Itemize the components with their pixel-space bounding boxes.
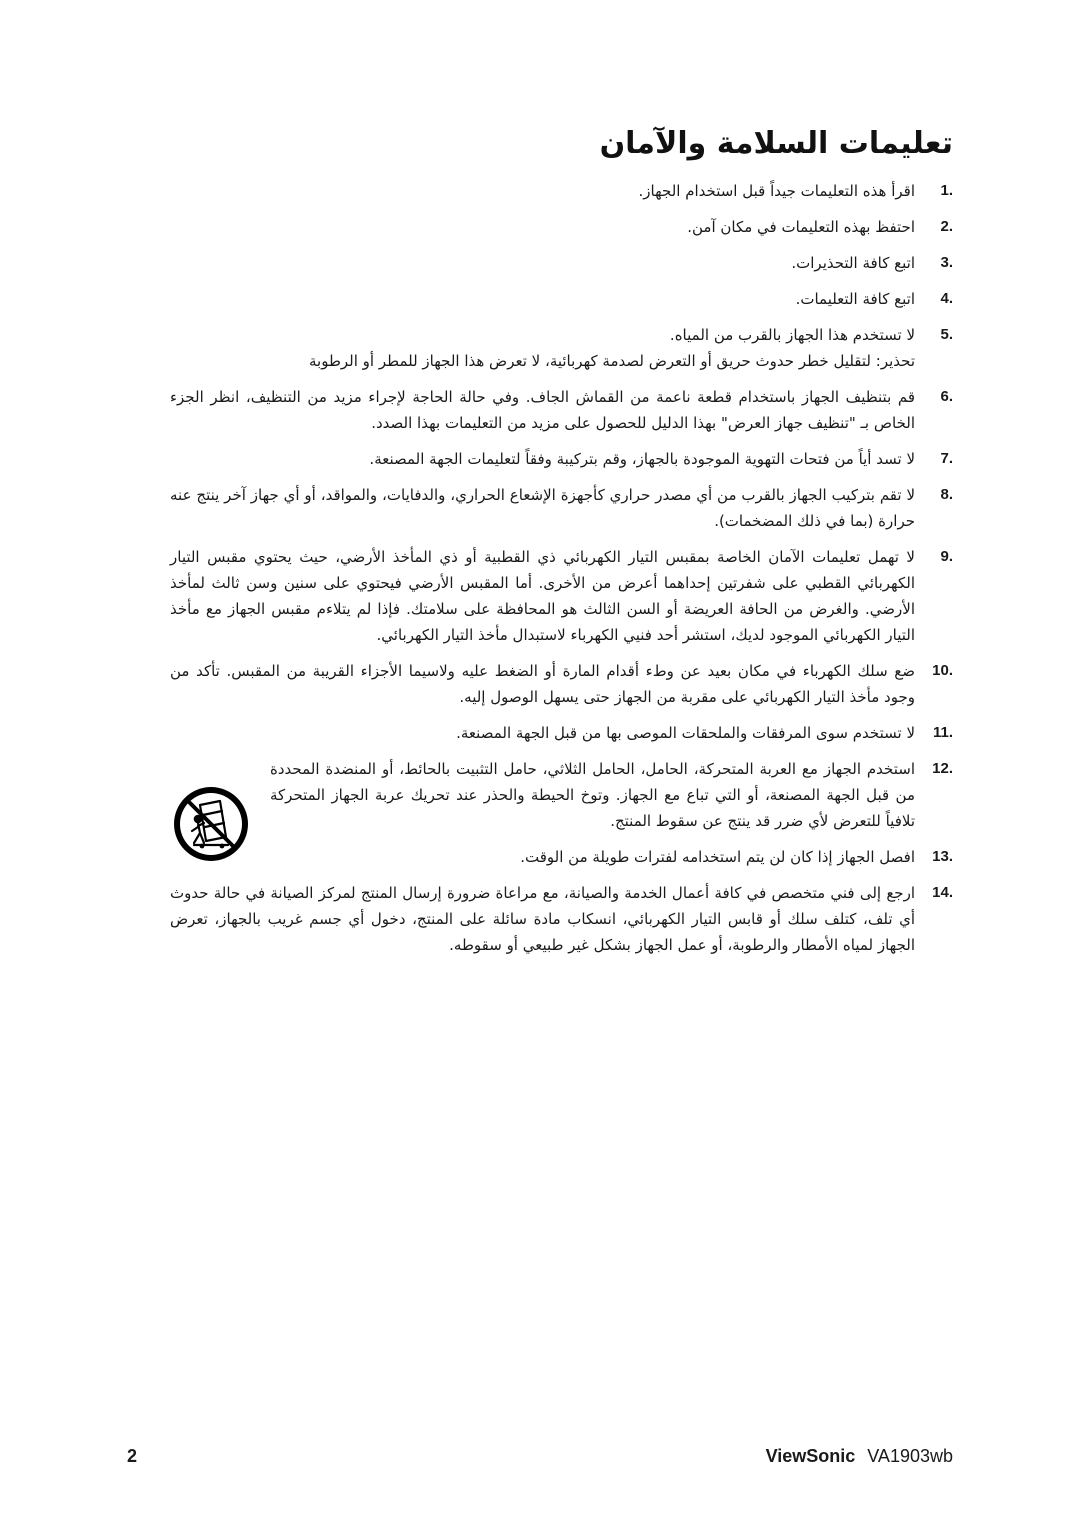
- item-number: 1.: [940, 182, 953, 199]
- item-text: لا تقم بتركيب الجهاز بالقرب من أي مصدر حراري كأجهزة الإشعاع الحراري، والدفايات، والمواقد، أو أي جهاز آخر ينتج عنه حرارة (بما في ذلك المضخمات).: [170, 486, 915, 530]
- item-text: لا تستخدم هذا الجهاز بالقرب من المياه.: [669, 326, 915, 344]
- item-text: ارجع إلى فني متخصص في كافة أعمال الخدمة والصيانة، مع مراعاة ضرورة إرسال المنتج لمركز الصيانة في حالة حدوث أي تلف، كتلف سلك أو قابس التيار الكهربائي، انسكاب مادة سائلة على المنتج، دخول أي جسم غريب بالجهاز، تعرض الجهاز لمياه الأمطار والرطوبة، أو عمل الجهاز بشكل غير طبيعي أو سقوطه.: [170, 884, 915, 954]
- item-number: 9.: [940, 548, 953, 565]
- model-number: VA1903wb: [867, 1446, 953, 1466]
- item-text: لا تسد أياً من فتحات التهوية الموجودة بالجهاز، وقم بتركيبة وفقاً لتعليمات الجهة المصنعة.: [369, 450, 915, 468]
- list-item: [170, 446, 953, 472]
- list-item: [170, 880, 953, 958]
- item-number: 14.: [932, 884, 953, 901]
- list-item: [170, 544, 953, 648]
- item-text: افصل الجهاز إذا كان لن يتم استخدامه لفترات طويلة من الوقت.: [520, 848, 915, 866]
- item-number: 6.: [940, 388, 953, 405]
- item-text: احتفظ بهذه التعليمات في مكان آمن.: [687, 218, 915, 236]
- item-number: 10.: [932, 662, 953, 679]
- page-title: تعليمات السلامة والآمان: [599, 126, 953, 161]
- page-number: 2: [127, 1446, 138, 1466]
- list-item: [170, 286, 953, 312]
- brand-line: [766, 1446, 953, 1467]
- item-number: 7.: [940, 450, 953, 467]
- list-item: [170, 482, 953, 534]
- list-item: [170, 658, 953, 710]
- safety-instructions-list: [170, 178, 953, 968]
- brand-name: ViewSonic: [765, 1446, 856, 1466]
- list-item: [170, 250, 953, 276]
- item-text: ضع سلك الكهرباء في مكان بعيد عن وطء أقدام المارة أو الضغط عليه ولاسيما الأجزاء القريبة من المقبس. تأكد من وجود مأخذ التيار الكهربائي على مقربة من الجهاز حتى يسهل الوصول إليه.: [170, 662, 915, 706]
- item-number: 4.: [940, 290, 953, 307]
- list-item: [170, 720, 953, 746]
- list-item: [170, 178, 953, 204]
- item-text: اتبع كافة التعليمات.: [795, 290, 915, 308]
- item-text: قم بتنظيف الجهاز باستخدام قطعة ناعمة من القماش الجاف. وفي حالة الحاجة لإجراء مزيد من التنظيف، انظر الجزء الخاص بـ "تنظيف جهاز العرض" بهذا الدليل للحصول على مزيد من التعليمات بهذا الصدد.: [170, 388, 915, 432]
- item-text: اقرأ هذه التعليمات جيداً قبل استخدام الجهاز.: [638, 182, 915, 200]
- item-number: 12.: [932, 760, 953, 777]
- tip-over-cart-warning-icon: [170, 783, 252, 865]
- list-item: [170, 322, 953, 348]
- item-number: 5.: [940, 326, 953, 343]
- list-item: [170, 384, 953, 436]
- list-item: [170, 844, 953, 870]
- item-number: 8.: [940, 486, 953, 503]
- list-item: [170, 756, 953, 834]
- item-number: [915, 348, 953, 374]
- warning-note: [170, 348, 953, 374]
- item-text: اتبع كافة التحذيرات.: [791, 254, 915, 272]
- item-text: استخدم الجهاز مع العربة المتحركة، الحامل، الحامل الثلاثي، حامل التثبيت بالحائط، أو المنضدة المحددة من قبل الجهة المصنعة، أو التي تباع مع الجهاز. وتوخ الحيطة والحذر عند تحريك عربة الجهاز المتحركة تلافياً للتعرض لأي ضرر قد ينتج عن سقوط المنتج.: [270, 760, 915, 830]
- page-footer: [127, 1446, 953, 1472]
- item-text: لا تهمل تعليمات الآمان الخاصة بمقبس التيار الكهربائي ذي القطبية أو ذي المأخذ الأرضي، حيث يحتوي مقبس التيار الكهربائي القطبي على شفرتين إحداهما أعرض من الأخرى. أما المقبس الأرضي فيحتوي على سنين وسن ثالث لمأخذ الأرضي. والغرض من الحافة العريضة أو السن الثالث هو المحافظة على سلامتك. فإذا لم يتلاءم مقبس الجهاز مع مأخذ التيار الكهربائي الموجود لديك، استشر أحد فنيي الكهرباء لاستبدال مأخذ التيار الكهربائي.: [170, 548, 915, 644]
- item-number: 3.: [940, 254, 953, 271]
- item-number: 13.: [932, 848, 953, 865]
- item-text: لا تستخدم سوى المرفقات والملحقات الموصى بها من قبل الجهة المصنعة.: [456, 724, 915, 742]
- warning-text: تحذير: لتقليل خطر حدوث حريق أو التعرض لصدمة كهربائية، لا تعرض هذا الجهاز للمطر أو الرطوبة: [309, 352, 915, 370]
- item-number: 2.: [940, 218, 953, 235]
- list-item: [170, 214, 953, 240]
- item-number: 11.: [932, 724, 953, 741]
